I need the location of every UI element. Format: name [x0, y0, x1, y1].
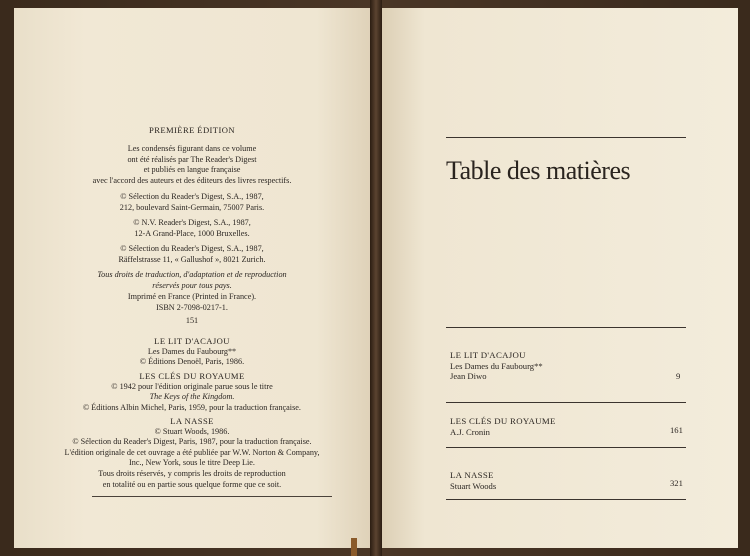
printing-info	[14, 292, 370, 313]
bookmark-ribbon	[351, 538, 357, 556]
toc-entry[interactable]	[450, 416, 686, 437]
intro-line: ont été réalisés par The Reader's Digest	[127, 154, 257, 164]
toc-entry-title: LES CLÉS DU ROYAUME	[450, 416, 556, 426]
toc-page-number: 321	[670, 478, 683, 488]
credit-line: © Stuart Woods, 1986.	[154, 426, 230, 436]
rights-notice	[14, 270, 370, 291]
isbn: ISBN 2-7098-0217-1.	[156, 302, 228, 312]
edition-label: PREMIÈRE ÉDITION	[149, 125, 235, 135]
book2-title: LES CLÉS DU ROYAUME	[139, 371, 245, 381]
toc-entry[interactable]	[450, 350, 686, 382]
book3-credits	[14, 416, 370, 490]
toc-entry-subtitle: Les Dames du Faubourg**	[450, 360, 543, 371]
toc-entry-title: LE LIT D'ACAJOU	[450, 350, 526, 360]
copyright-line: Räffelstrasse 11, « Gallushof », 8021 Zurich.	[118, 254, 266, 264]
toc-entry-author: Jean Diwo	[450, 371, 487, 381]
toc-entry[interactable]	[450, 470, 686, 491]
book1-title: LE LIT D'ACAJOU	[154, 336, 230, 346]
top-rule	[446, 137, 686, 138]
bottom-rule	[92, 496, 332, 497]
section-rule	[446, 327, 686, 328]
volume-number: 151	[185, 316, 199, 325]
book3-title: LA NASSE	[170, 416, 214, 426]
toc-title: Table des matières	[446, 156, 631, 185]
credit-line: © Éditions Denoël, Paris, 1986.	[139, 357, 245, 367]
credit-line: Les Dames du Faubourg**	[147, 346, 237, 356]
copyright-line: © Sélection du Reader's Digest, S.A., 1987,	[120, 244, 264, 253]
section-rule	[446, 499, 686, 500]
copyright-line: 212, boulevard Saint-Germain, 75007 Paris.	[119, 202, 265, 212]
credit-line: L'édition originale de cet ouvrage a été publiée par W.W. Norton & Company,	[64, 447, 320, 457]
section-rule	[446, 402, 686, 403]
copyright-line: © N.V. Reader's Digest, S.A., 1987,	[133, 218, 251, 227]
toc-entry-author: Stuart Woods	[450, 480, 497, 491]
credit-line: en totalité ou en partie sous quelque forme que ce soit.	[102, 479, 282, 489]
book1-credits	[14, 336, 370, 368]
copyright-line: © Sélection du Reader's Digest, S.A., 1987,	[120, 192, 264, 201]
contents-page	[382, 8, 738, 548]
book2-credits	[14, 371, 370, 413]
credit-line: © Éditions Albin Michel, Paris, 1959, pour la traduction française.	[83, 402, 301, 412]
copyright-page	[14, 8, 370, 548]
rights-line: réservés pour tous pays.	[152, 280, 232, 290]
toc-entry-author: A.J. Cronin	[450, 426, 490, 437]
intro-line: avec l'accord des auteurs et des éditeurs des livres respectifs.	[92, 175, 292, 185]
toc-page-number: 161	[670, 425, 683, 435]
copyright-brussels	[14, 218, 370, 239]
copyright-line: 12-A Grand-Place, 1000 Bruxelles.	[134, 228, 250, 238]
printed-in: Imprimé en France (Printed in France).	[127, 292, 257, 301]
copyright-zurich	[14, 244, 370, 265]
intro-line: Les condensés figurant dans ce volume	[127, 144, 257, 153]
credit-line: © 1942 pour l'édition originale parue sous le titre	[111, 381, 273, 391]
book-gutter	[370, 0, 382, 556]
credit-line: The Keys of the Kingdom.	[149, 392, 235, 402]
credit-line: Inc., New York, sous le titre Deep Lie.	[129, 458, 255, 468]
toc-entry-title: LA NASSE	[450, 470, 494, 480]
credit-line: © Sélection du Reader's Digest, Paris, 1987, pour la traduction française.	[72, 437, 312, 447]
toc-page-number: 9	[676, 371, 681, 381]
credit-line: Tous droits réservés, y compris les droits de reproduction	[98, 468, 286, 478]
rights-line: Tous droits de traduction, d'adaptation et de reproduction	[97, 270, 287, 279]
intro-line: et publiés en langue française	[143, 165, 241, 175]
copyright-paris	[14, 192, 370, 213]
intro-block	[14, 144, 370, 186]
section-rule	[446, 447, 686, 448]
